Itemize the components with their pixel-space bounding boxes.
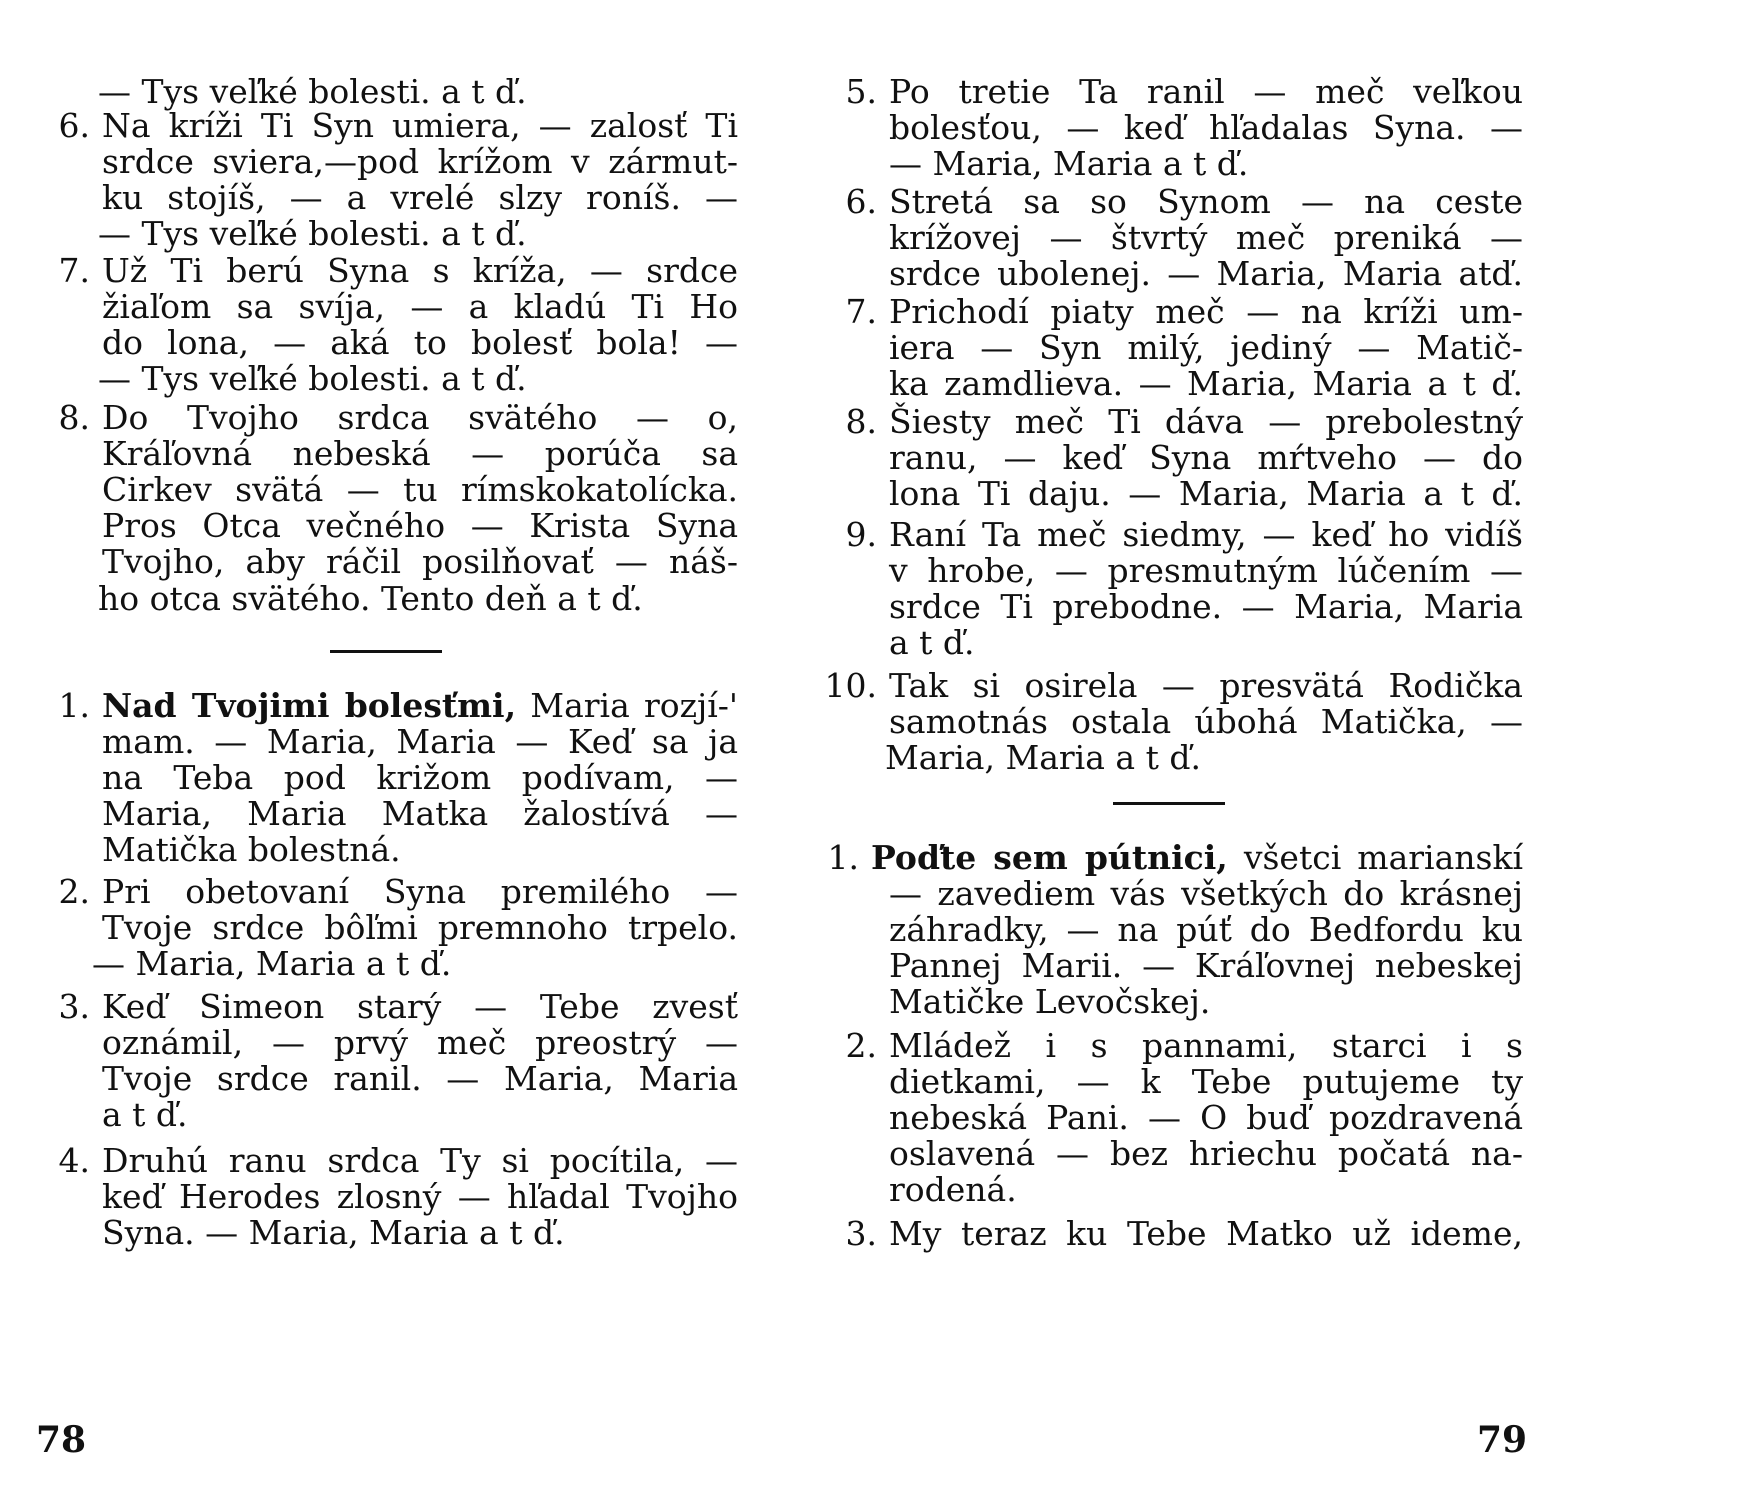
text-line: samotnás ostala úbohá Matička, — [889, 702, 1523, 741]
verse-line: 3. Keď Simeon starý — Tebe zvesť [102, 985, 738, 1029]
verse-line: 6. Na kríži Ti Syn umiera, — zalosť Ti [102, 104, 738, 148]
text-line: — Tys veľké bolesti. a t ď. [98, 214, 527, 253]
verse-number: 5. [845, 72, 877, 111]
verse-line: 7. Prichodí piaty meč — na kríži um- [889, 290, 1523, 334]
text-line: a t ď. [889, 623, 975, 662]
verse-number: 7. [845, 292, 877, 331]
verse-number: 3. [58, 987, 90, 1026]
text-line: ranu, — keď Syna mŕtveho — do [889, 438, 1523, 477]
text-line: srdce ubolenej. — Maria, Maria atď. [889, 254, 1523, 293]
text-line: — Maria, Maria a t ď. [92, 944, 452, 983]
verse-number: 2. [845, 1026, 877, 1065]
text-line: Maria, Maria Matka žalostívá — [102, 794, 738, 833]
text-line: srdce sviera,—pod krížom v zármut- [102, 142, 738, 181]
verse-number: 10. [824, 666, 877, 705]
verse-number: 6. [845, 182, 877, 221]
verse-line: 6. Stretá sa so Synom — na ceste [889, 180, 1523, 224]
text-line: Syna. — Maria, Maria a t ď. [102, 1213, 565, 1252]
text-line: lona Ti daju. — Maria, Maria a t ď. [889, 474, 1523, 513]
text-line: — Tys veľké bolesti. a t ď. [98, 72, 527, 111]
verse-number: 1. [58, 686, 90, 725]
hymn-title: Poďte sem pútnici, [871, 838, 1228, 877]
verse-number: 8. [845, 402, 877, 441]
text-line: oslavená — bez hriechu počatá na- [889, 1134, 1523, 1173]
right-page [824, 0, 1742, 1500]
verse-line: 2. Pri obetovaní Syna premilého — [102, 870, 738, 914]
text-line: nebeská Pani. — O buď pozdravená [889, 1098, 1523, 1137]
hymn-title: Nad Tvojimi bolesťmi, [102, 686, 517, 725]
verse-number: 4. [58, 1141, 90, 1180]
text-line: do lona, — aká to bolesť bola! — [102, 323, 738, 362]
text-line: ka zamdlieva. — Maria, Maria a t ď. [889, 364, 1523, 403]
text-line: krížovej — štvrtý meč preniká — [889, 218, 1523, 257]
text-line: srdce Ti prebodne. — Maria, Maria [889, 587, 1523, 626]
text-line: keď Herodes zlosný — hľadal Tvojho [102, 1177, 738, 1216]
text-line: — Maria, Maria a t ď. [889, 144, 1249, 183]
text-line: mam. — Maria, Maria — Keď sa ja [102, 722, 738, 761]
verse-number: 8. [58, 398, 90, 437]
text-line: Tvoje srdce ranil. — Maria, Maria [102, 1059, 738, 1098]
text-line: oznámil, — prvý meč preostrý — [102, 1023, 738, 1062]
text-line: Pannej Marii. — Kráľovnej nebeskej [889, 946, 1523, 985]
text-line: dietkami, — k Tebe putujeme ty [889, 1062, 1523, 1101]
verse-number: 9. [845, 515, 877, 554]
verse-line: 4. Druhú ranu srdca Ty si pocítila, — [102, 1139, 738, 1183]
verse-number: 2. [58, 872, 90, 911]
section-divider [1113, 802, 1225, 805]
verse-line: 7. Už Ti berú Syna s kríža, — srdce [102, 249, 738, 293]
verse-number: 6. [58, 106, 90, 145]
text-line: Tvojho, aby ráčil posilňovať — náš- [102, 542, 738, 581]
text-line: — zavediem vás všetkých do krásnej [889, 874, 1523, 913]
text-line: rodená. [889, 1170, 1017, 1209]
verse-line: 2. Mládež i s pannami, starci i s [889, 1024, 1523, 1068]
text-line: záhradky, — na púť do Bedfordu ku [889, 910, 1523, 949]
verse-line: 1. Poďte sem pútnici, všetci marianskí [871, 836, 1523, 880]
verse-line: 9. Raní Ta meč siedmy, — keď ho vidíš [889, 513, 1523, 557]
text-line: Cirkev svätá — tu rímskokatolícka. [102, 470, 738, 509]
text-line: ku stojíš, — a vrelé slzy roníš. — [102, 178, 738, 217]
page-number: 78 [36, 1419, 87, 1461]
text-line: a t ď. [102, 1095, 188, 1134]
text-line: Kráľovná nebeská — porúča sa [102, 434, 738, 473]
verse-line: 8. Šiesty meč Ti dáva — prebolestný [889, 400, 1523, 444]
page-number: 79 [1477, 1419, 1528, 1461]
verse-number: 7. [58, 251, 90, 290]
verse-line: 5. Po tretie Ta ranil — meč veľkou [889, 70, 1523, 114]
text-line: ho otca svätého. Tento deň a t ď. [98, 579, 643, 618]
text-line: v hrobe, — presmutným lúčením — [889, 551, 1523, 590]
text-line: žiaľom sa svíja, — a kladú Ti Ho [102, 287, 738, 326]
section-divider [330, 650, 442, 653]
text-line: na Teba pod križom podívam, — [102, 758, 738, 797]
verse-number: 3. [845, 1214, 877, 1253]
verse-line: 10. Tak si osirela — presvätá Rodička [889, 664, 1523, 708]
text-line: Matičke Levočskej. [889, 982, 1211, 1021]
verse-line: 8. Do Tvojho srdca svätého — o, [102, 396, 738, 440]
text-line: bolesťou, — keď hľadalas Syna. — [889, 108, 1523, 147]
text-line: Maria, Maria a t ď. [885, 738, 1201, 777]
text-line: Matička bolestná. [102, 830, 401, 869]
text-line: Pros Otca večného — Krista Syna [102, 506, 738, 545]
text-line: Tvoje srdce bôľmi premnoho trpelo. [102, 908, 738, 947]
verse-line: 1. Nad Tvojimi bolesťmi, Maria rozjí-' [102, 684, 738, 728]
verse-line: 3. My teraz ku Tebe Matko už ideme, [889, 1212, 1523, 1256]
verse-number: 1. [827, 838, 859, 877]
text-line: — Tys veľké bolesti. a t ď. [98, 359, 527, 398]
text-line: iera — Syn milý, jediný — Matič- [889, 328, 1523, 367]
